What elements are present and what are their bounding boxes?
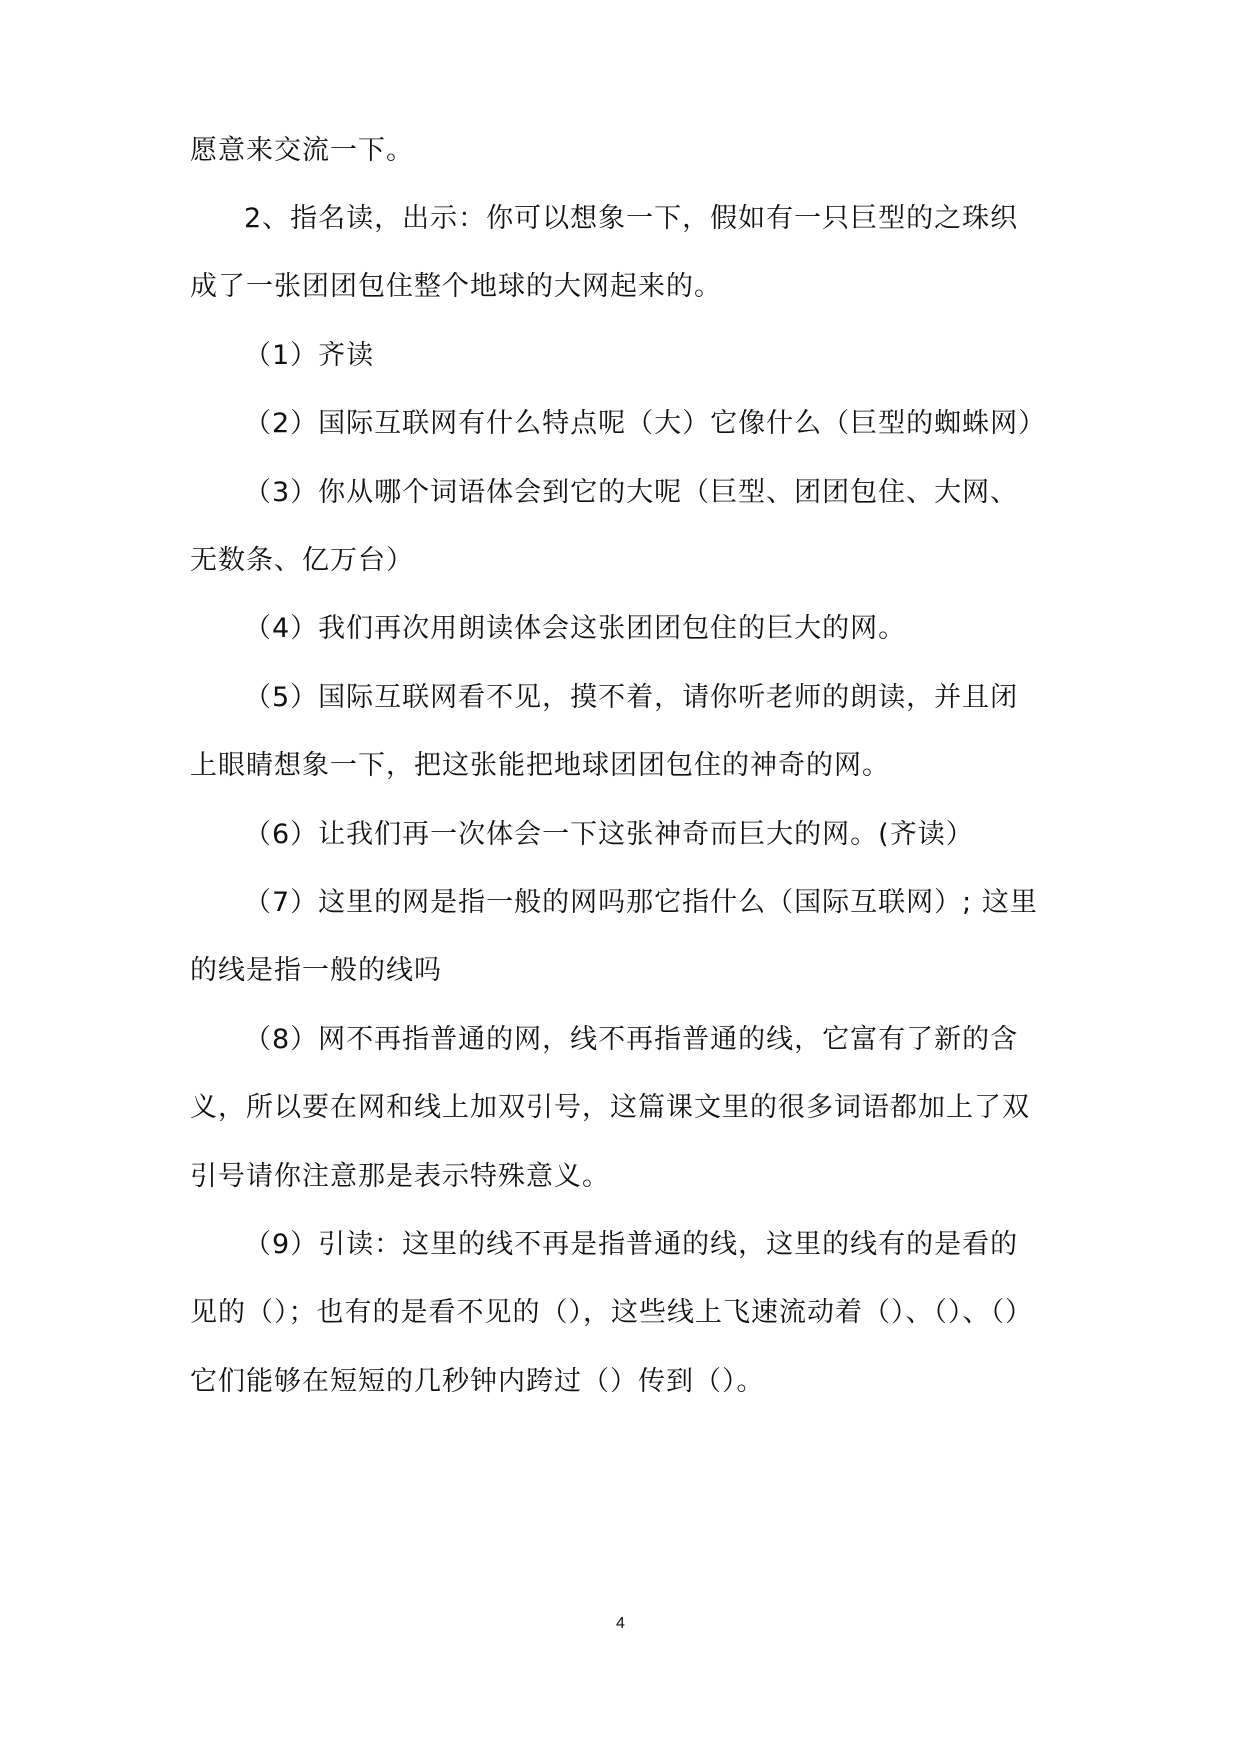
page-number: 4 [616, 1615, 625, 1632]
text-line-19: 它们能够在短短的几秒钟内跨过（）传到（）。 [190, 1366, 765, 1397]
text-line-10: 上眼睛想象一下，把这张能把地球团团包住的神奇的网。 [190, 750, 890, 781]
text-line-2: 2、指名读，出示：你可以想象一下，假如有一只巨型的之珠织 [244, 203, 1019, 234]
text-line-7: 无数条、亿万台） [190, 545, 414, 576]
text-line-16: 引号请你注意那是表示特殊意义。 [190, 1161, 610, 1192]
text-line-12: （7）这里的网是指一般的网吗那它指什么（国际互联网）; 这里 [244, 887, 1038, 918]
text-line-18: 见的（）；也有的是看不见的（），这些线上飞速流动着（）、（）、（） [190, 1297, 1033, 1328]
text-line-4: （1）齐读 [244, 340, 375, 371]
text-line-13: 的线是指一般的线吗 [190, 955, 442, 986]
text-line-3: 成了一张团团包住整个地球的大网起来的。 [190, 271, 722, 302]
text-line-1: 愿意来交流一下。 [190, 135, 414, 166]
text-line-14: （8）网不再指普通的网，线不再指普通的线，它富有了新的含 [244, 1024, 1019, 1055]
text-line-6: （3）你从哪个词语体会到它的大呢（巨型、团团包住、大网、 [244, 477, 1019, 508]
text-line-17: （9）引读：这里的线不再是指普通的线，这里的线有的是看的 [244, 1229, 1019, 1260]
text-line-11: （6）让我们再一次体会一下这张神奇而巨大的网。(齐读） [244, 819, 974, 850]
text-line-15: 义，所以要在网和线上加双引号，这篇课文里的很多词语都加上了双 [190, 1092, 1030, 1123]
text-line-5: （2）国际互联网有什么特点呢（大）它像什么（巨型的蜘蛛网） [244, 408, 1047, 439]
text-line-8: （4）我们再次用朗读体会这张团团包住的巨大的网。 [244, 613, 907, 644]
text-line-9: （5）国际互联网看不见，摸不着，请你听老师的朗读，并且闭 [244, 682, 1019, 713]
